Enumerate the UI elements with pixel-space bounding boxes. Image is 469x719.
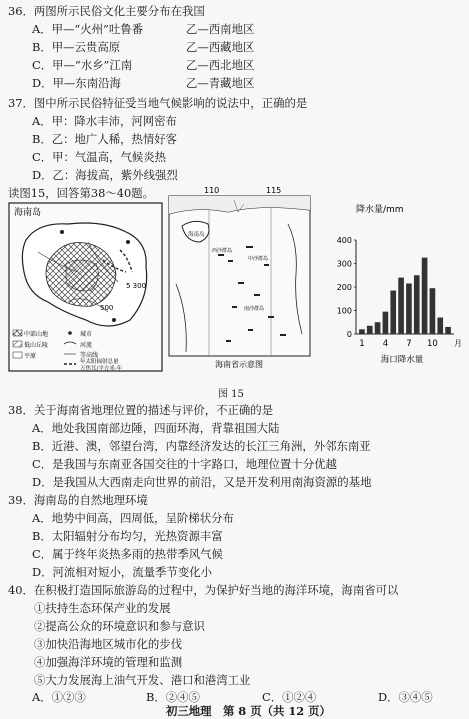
bar-month-6 <box>398 278 404 334</box>
q36-option-c-right: 乙—西北地区 <box>186 58 255 72</box>
bar-month-8 <box>414 275 420 334</box>
contour-label-2: 500 <box>100 304 114 312</box>
x-tick-label: 7 <box>406 339 412 349</box>
y-tick-label: 400 <box>336 236 352 245</box>
q40-option-b: B．②④⑤ <box>146 690 200 704</box>
bar-month-1 <box>359 329 365 334</box>
q37-stem: 37．图中所示民俗特征受当地气候影响的说法中，正确的是 <box>8 96 308 110</box>
bar-month-3 <box>375 322 381 334</box>
lon-label-115: 115 <box>266 186 282 195</box>
center-map-caption: 海南省示意图 <box>215 360 263 369</box>
bar-month-11 <box>437 318 443 334</box>
q38-stem: 38．关于海南省地理位置的描述与评价，不正确的是 <box>8 403 274 417</box>
q36-option-d-right: 乙—青藏地区 <box>186 76 255 90</box>
q36-option-d: D．甲—东南沿海 <box>32 76 121 90</box>
place-nansha: 南沙群岛 <box>244 306 265 312</box>
q36-option-b: B．甲—云贵高原 <box>32 40 121 54</box>
q37-option-d: D．乙：海拔高，紫外线强烈 <box>32 168 178 182</box>
q40-stem: 40．在积极打造国际旅游岛的过程中，为保护好当地的海洋环境，海南省可以 <box>8 583 399 597</box>
q36-stem: 36．两图所示民俗文化主要分布在我国 <box>8 4 205 18</box>
q40-option-d: D．③④⑤ <box>378 690 433 704</box>
legend-radiation-unit: 万焦耳/平方米·年 <box>80 366 123 372</box>
lon-label-110: 110 <box>204 186 220 195</box>
q39-stem: 39．海南岛的自然地理环境 <box>8 493 148 507</box>
haikou-precipitation-chart <box>316 200 464 372</box>
q40-item-2: ②提高公众的环境意识和参与意识 <box>34 619 205 633</box>
q40-option-c: C．①②④ <box>262 690 317 704</box>
hainan-island-map <box>8 202 163 372</box>
chart-title: 降水量/mm <box>356 205 404 215</box>
page-footer: 初三地理 第 8 页（共 12 页） <box>166 704 331 718</box>
q40-item-3: ③加快沿海地区城市化的步伐 <box>34 637 183 651</box>
legend-radiation: 年太阳辐射总量 <box>80 359 119 365</box>
legend-city: 城市 <box>80 331 93 338</box>
intro-text: 读图15，回答第38～40题。 <box>8 186 154 200</box>
q39-option-d: D．河流相对短小，流量季节变化小 <box>32 565 212 579</box>
chart-caption: 海口降水量 <box>380 355 424 365</box>
legend-plain: 平原 <box>24 353 37 360</box>
bar-month-4 <box>383 312 389 334</box>
x-tick-label: 10 <box>427 339 438 349</box>
bar-month-12 <box>445 327 451 334</box>
y-tick-label: 300 <box>336 259 352 269</box>
q40-item-4: ④加强海洋环境的管理和监测 <box>34 655 183 669</box>
chart-x-unit: 月 <box>454 339 462 348</box>
y-tick-label: 200 <box>336 283 352 292</box>
hainan-province-map <box>168 184 311 370</box>
figure-label: 图 15 <box>218 389 244 400</box>
bar-month-9 <box>422 258 428 334</box>
q39-option-b: B．太阳辐射分布均匀，光热资源丰富 <box>32 529 223 543</box>
q40-item-5: ⑤大力发展海上油气开发、港口和港湾工业 <box>34 673 251 687</box>
place-zhongsha: 中沙群岛 <box>248 256 269 262</box>
legend-contour: 等高线 <box>80 352 99 359</box>
q38-option-a: A．地处我国南部边陲，四面环海，背靠祖国大陆 <box>32 421 280 435</box>
x-tick-label: 1 <box>359 339 365 349</box>
y-tick-label: 0 <box>346 330 352 339</box>
q36-option-a: A．甲—“火州”吐鲁番 <box>32 22 143 36</box>
place-xisha: 西沙群岛 <box>212 248 233 254</box>
q40-item-1: ①扶持生态环保产业的发展 <box>34 601 171 615</box>
q38-option-d: D．是我国从大西南走向世界的前沿，又是开发利用南海资源的基地 <box>32 475 372 489</box>
legend-hills: 低山丘陵 <box>24 342 49 349</box>
q37-option-b: B．乙：地广人稀，热情好客 <box>32 132 178 146</box>
left-map-title: 海南岛 <box>14 208 42 218</box>
q39-option-c: C．属于终年炎热多雨的热带季风气候 <box>32 547 223 561</box>
q36-option-b-right: 乙—西藏地区 <box>186 40 255 54</box>
bar-month-5 <box>390 291 396 334</box>
bar-month-7 <box>406 283 412 334</box>
x-tick-label: 4 <box>382 339 389 349</box>
q40-option-a: A．①②③ <box>32 690 86 704</box>
q37-option-c: C．甲：气温高，气候炎热 <box>32 150 167 164</box>
legend-river: 河流 <box>80 342 93 349</box>
q38-option-b: B．近港、澳，邻望台湾，内靠经济发达的长江三角洲，外邻东南亚 <box>32 439 371 453</box>
contour-label-1: 5 300 <box>126 282 147 290</box>
bar-month-2 <box>367 326 373 334</box>
q36-option-c: C．甲—“水乡”江南 <box>32 58 133 72</box>
q39-option-a: A．地势中间高，四周低，呈阶梯状分布 <box>32 511 234 525</box>
bar-month-10 <box>430 288 436 334</box>
y-tick-label: 100 <box>336 306 352 316</box>
q38-option-c: C．是我国与东南亚各国交往的十字路口，地理位置十分优越 <box>32 457 337 471</box>
place-hainan: 海南岛 <box>188 232 205 238</box>
q36-option-a-right: 乙—西南地区 <box>186 22 255 36</box>
legend-mountain: 中部山地 <box>24 331 49 338</box>
q37-option-a: A．甲：降水丰沛，河网密布 <box>32 114 177 128</box>
